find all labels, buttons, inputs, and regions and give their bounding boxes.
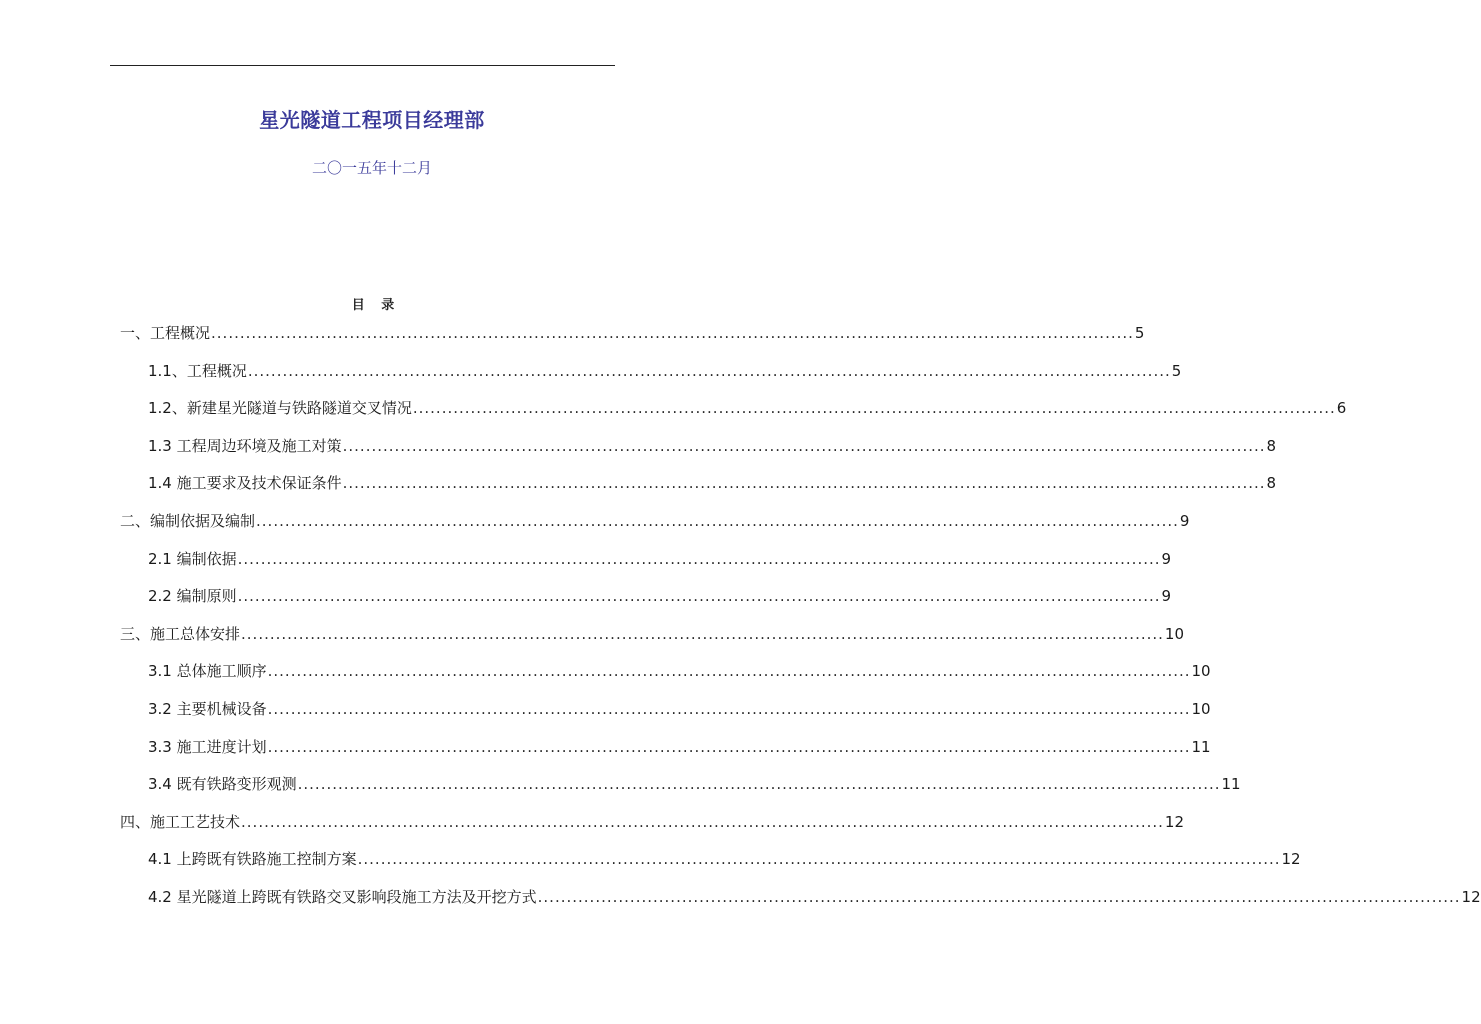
toc-entry-label: 1.4 施工要求及技术保证条件 — [148, 474, 342, 493]
toc-entry-label: 4.1 上跨既有铁路施工控制方案 — [148, 850, 357, 869]
toc-dot-leader: ................................................................................................................................................................ — [241, 624, 1164, 643]
toc-entry[interactable] — [148, 660, 1211, 682]
toc-dot-leader: ................................................................................................................................................................ — [241, 812, 1164, 831]
toc-entry-page: 11 — [1221, 775, 1241, 794]
toc-entry-page: 10 — [1164, 624, 1184, 643]
toc-entry-label: 3.1 总体施工顺序 — [148, 662, 267, 681]
toc-dot-leader: ................................................................................................................................................................ — [247, 361, 1171, 380]
toc-entry-label: 3.3 施工进度计划 — [148, 737, 267, 756]
toc-dot-leader: ................................................................................................................................................................ — [256, 512, 1179, 530]
toc-entry-page: 12 — [1461, 888, 1481, 906]
toc-dot-leader: ................................................................................................................................................................ — [237, 587, 1161, 606]
document-title: 星光隧道工程项目经理部 — [259, 108, 485, 132]
toc-dot-leader: ................................................................................................................................................................ — [267, 662, 1191, 681]
toc-dot-leader: ................................................................................................................................................................ — [342, 436, 1266, 455]
toc-entry-label: 1.2、新建星光隧道与铁路隧道交叉情况 — [148, 399, 412, 418]
toc-dot-leader: ................................................................................................................................................................ — [237, 549, 1161, 568]
toc-entry[interactable] — [148, 848, 1301, 870]
toc-entry[interactable] — [148, 585, 1172, 607]
toc-entry[interactable] — [120, 811, 1184, 833]
toc-entry[interactable] — [148, 886, 1481, 908]
toc-entry-label: 1.1、工程概况 — [148, 361, 247, 380]
toc-heading: 目 录 — [351, 298, 401, 313]
toc-entry-label: 1.3 工程周边环境及施工对策 — [148, 436, 342, 455]
toc-entry[interactable] — [148, 435, 1277, 457]
toc-entry[interactable] — [148, 736, 1211, 758]
toc-dot-leader: ................................................................................................................................................................ — [342, 474, 1266, 493]
toc-entry-label: 4.2 星光隧道上跨既有铁路交叉影响段施工方法及开挖方式 — [148, 888, 537, 906]
toc-entry[interactable] — [148, 698, 1211, 720]
toc-entry-page: 8 — [1266, 474, 1277, 493]
toc-dot-leader: ................................................................................................................................................................ — [412, 399, 1336, 418]
toc-dot-leader: ................................................................................................................................................................ — [537, 888, 1461, 906]
toc-entry-page: 5 — [1134, 324, 1145, 342]
toc-entry-page: 6 — [1336, 399, 1347, 418]
toc-dot-leader: ................................................................................................................................................................ — [297, 775, 1221, 794]
toc-entry-label: 四、施工工艺技术 — [120, 812, 241, 831]
toc-entry-page: 8 — [1266, 436, 1277, 455]
toc-entry[interactable] — [148, 472, 1277, 494]
toc-entry[interactable] — [148, 360, 1182, 382]
toc-entry-page: 12 — [1164, 812, 1184, 831]
toc-entry-page: 12 — [1281, 850, 1301, 869]
toc-entry-page: 9 — [1161, 549, 1172, 568]
toc-entry-page: 5 — [1171, 361, 1182, 380]
toc-entry-page: 10 — [1191, 700, 1211, 718]
toc-entry-label: 3.4 既有铁路变形观测 — [148, 775, 297, 794]
toc-entry[interactable] — [148, 548, 1172, 570]
toc-entry-label: 2.2 编制原则 — [148, 587, 237, 606]
toc-entry-page: 9 — [1179, 512, 1190, 530]
toc-entry[interactable] — [148, 773, 1241, 795]
document-date: 二〇一五年十二月 — [311, 159, 432, 177]
toc-dot-leader: ................................................................................................................................................................ — [267, 737, 1191, 756]
toc-entry-page: 11 — [1191, 737, 1211, 756]
toc-entry-label: 三、施工总体安排 — [120, 624, 241, 643]
toc-entry-page: 10 — [1191, 662, 1211, 681]
toc-entry[interactable] — [148, 397, 1347, 419]
toc-dot-leader: ................................................................................................................................................................ — [211, 324, 1134, 342]
toc-dot-leader: ................................................................................................................................................................ — [357, 850, 1281, 869]
toc-entry-label: 3.2 主要机械设备 — [148, 700, 267, 718]
toc-entry[interactable] — [120, 510, 1190, 532]
toc-entry-label: 一、工程概况 — [120, 324, 211, 342]
toc-dot-leader: ................................................................................................................................................................ — [267, 700, 1191, 718]
toc-entry-page: 9 — [1161, 587, 1172, 606]
toc-entry-label: 二、编制依据及编制 — [120, 512, 256, 530]
toc-entry-label: 2.1 编制依据 — [148, 549, 237, 568]
toc-entry[interactable] — [120, 623, 1184, 645]
toc-entry[interactable] — [120, 322, 1145, 344]
